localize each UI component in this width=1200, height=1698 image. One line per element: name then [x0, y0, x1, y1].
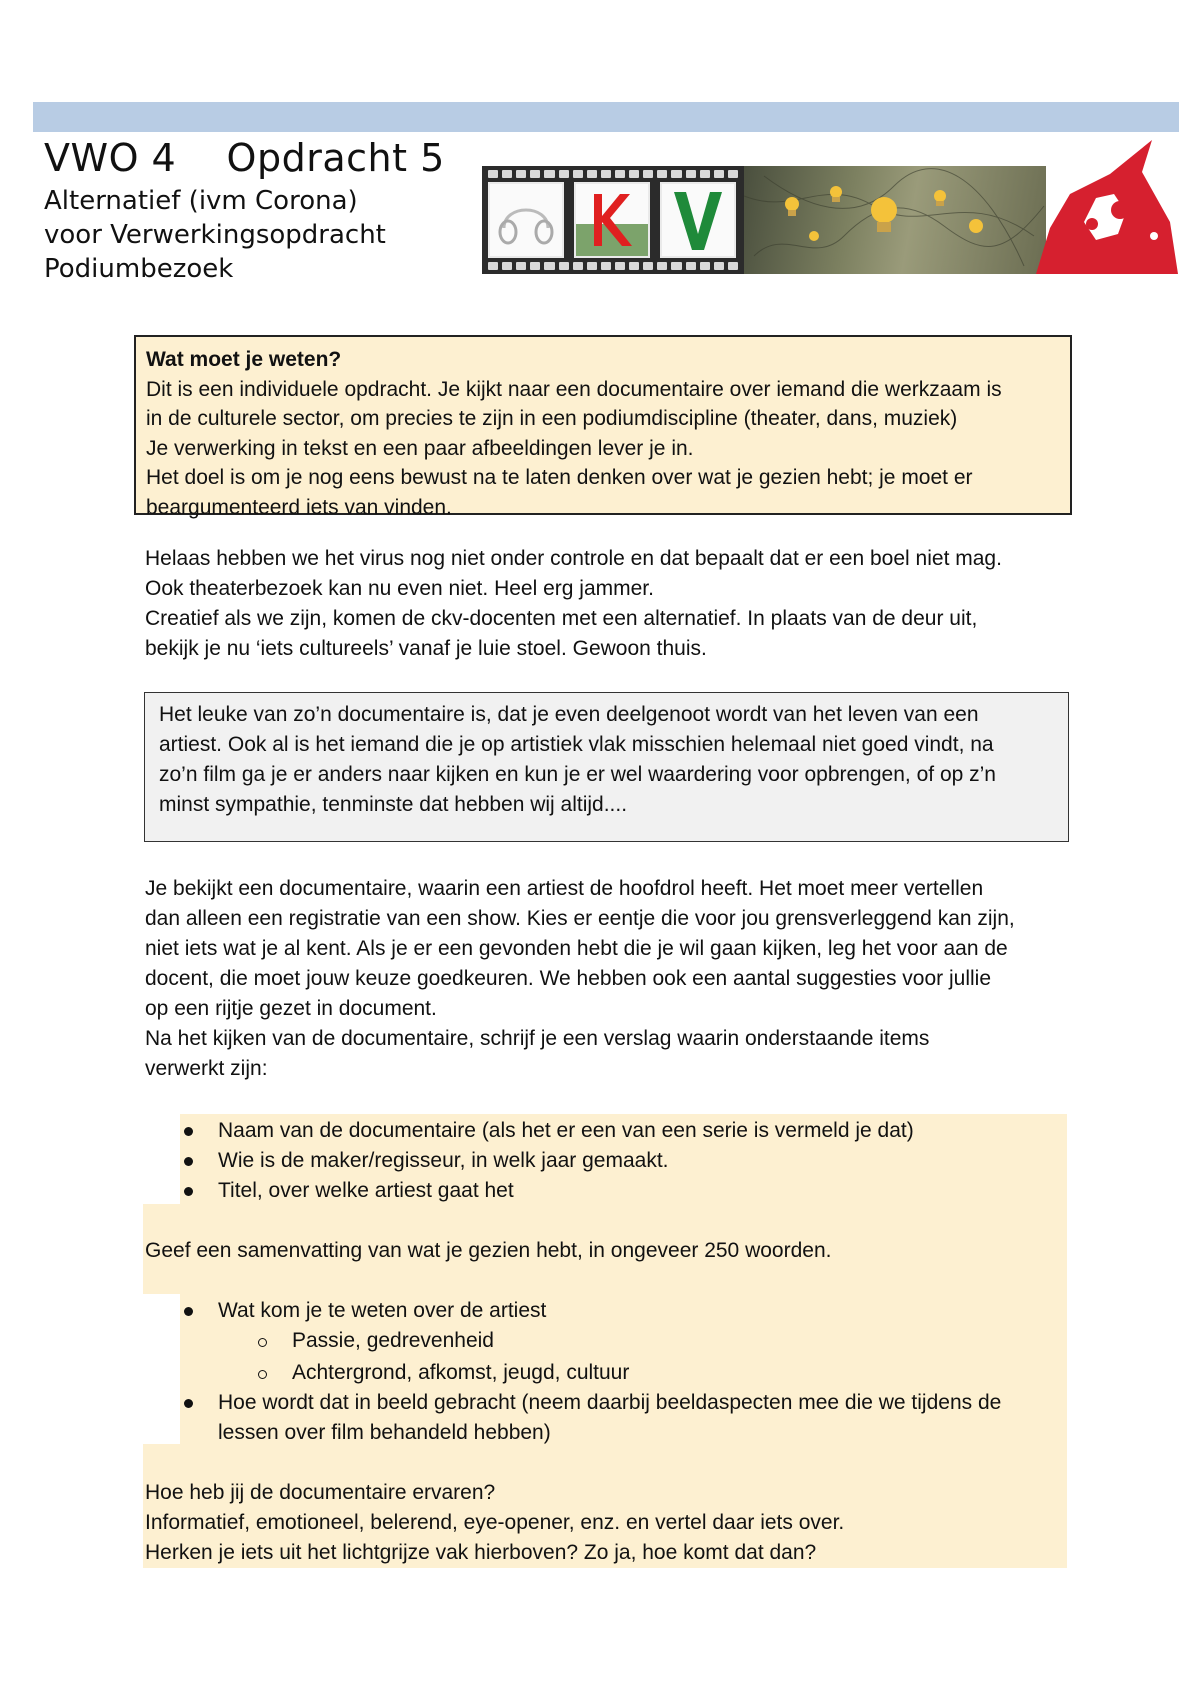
grey-box-line: artiest. Ook al is het iemand die je op artistiek vlak misschien helemaal niet goed vindt, na: [159, 733, 994, 756]
list-item-continuation: lessen over film behandeld hebben): [218, 1421, 551, 1444]
v-letter-icon: [662, 184, 734, 256]
paragraph-line: Je bekijkt een documentaire, waarin een artiest de hoofdrol heeft. Het moet meer vertellen: [145, 877, 984, 900]
page-subtitle: [44, 184, 445, 286]
subtitle-line: Alternatief (ivm Corona): [44, 186, 358, 216]
paragraph-line: Ook theaterbezoek kan nu even niet. Heel erg jammer.: [145, 577, 654, 600]
paragraph-line: bekijk je nu ‘iets cultureels’ vanaf je luie stoel. Gewoon thuis.: [145, 637, 707, 660]
paragraph-line: docent, die moet jouw keuze goedkeuren. We hebben ook een aantal suggesties voor jullie: [145, 967, 992, 990]
film-perforations-top: [488, 170, 738, 178]
film-perforations-bottom: [488, 262, 738, 270]
list-item: Wie is de maker/regisseur, in welk jaar gemaakt.: [218, 1149, 669, 1172]
mascot-bird-icon: [1030, 138, 1180, 278]
list-item: Naam van de documentaire (als het er een van een serie is vermeld je dat): [218, 1119, 914, 1142]
sub-bullet-icon: [258, 1338, 267, 1347]
v-letter-frame: [660, 182, 736, 258]
title-block: [44, 136, 445, 286]
ckv-filmstrip-logo: [482, 166, 744, 274]
list-item: Hoe wordt dat in beeld gebracht (neem daarbij beeldaspecten mee die we tijdens de: [218, 1391, 1002, 1414]
subtitle-line: voor Verwerkingsopdracht: [44, 220, 386, 250]
paragraph-assignment: [145, 874, 1075, 1084]
summary-instruction: Geef een samenvatting van wat je gezien hebt, in ongeveer 250 woorden.: [145, 1239, 832, 1262]
paragraph-line: niet iets wat je al kent. Als je er een gevonden hebt die je wil gaan kijken, leg het voor aan de: [145, 937, 1008, 960]
intro-box: [134, 335, 1072, 519]
bullet-icon: [184, 1157, 193, 1166]
page-title: VWO 4 Opdracht 5: [44, 136, 445, 180]
grey-box-line: Het leuke van zo’n documentaire is, dat je even deelgenoot wordt van het leven van een: [159, 703, 979, 726]
paragraph-line: Na het kijken van de documentaire, schrijf je een verslag waarin onderstaande items: [145, 1027, 930, 1050]
intro-line: Je verwerking in tekst en een paar afbeeldingen lever je in.: [146, 436, 694, 460]
bullet-icon: [184, 1399, 193, 1408]
headphones-frame: [488, 182, 564, 258]
closing-line: Hoe heb jij de documentaire ervaren?: [145, 1481, 496, 1504]
list-item: Titel, over welke artiest gaat het: [218, 1179, 514, 1202]
closing-line: Informatief, emotioneel, belerend, eye-opener, enz. en vertel daar iets over.: [145, 1511, 845, 1534]
intro-line: beargumenteerd iets van vinden.: [146, 495, 452, 519]
intro-line: Het doel is om je nog eens bewust na te laten denken over wat je gezien hebt; je moet er: [146, 466, 973, 489]
paragraph-line: dan alleen een registratie van een show. Kies er eentje die voor jou grensverleggend kan zijn,: [145, 907, 1015, 930]
grey-box-line: zo’n film ga je er anders naar kijken en kun je er wel waardering voor opbrengen, of op z’n: [159, 763, 996, 786]
bullet-icon: [184, 1307, 193, 1316]
paragraph-line: op een rijtje gezet in document.: [145, 997, 437, 1020]
bullet-icon: [184, 1187, 193, 1196]
header-bar: [33, 102, 1179, 132]
intro-line: Dit is een individuele opdracht. Je kijkt naar een documentaire over iemand die werkzaam is: [146, 377, 1002, 401]
subtitle-line: Podiumbezoek: [44, 254, 234, 284]
grey-box-line: minst sympathie, tenminste dat hebben wij altijd....: [159, 793, 628, 816]
lightbulbs-photo: [744, 166, 1046, 274]
paragraph-corona: [145, 544, 1075, 664]
k-letter-frame: [574, 182, 650, 258]
sub-list-item: Passie, gedrevenheid: [292, 1329, 494, 1352]
sub-list-item: Achtergrond, afkomst, jeugd, cultuur: [292, 1361, 630, 1384]
grey-quote-box: [144, 692, 1069, 842]
k-letter-icon: [576, 184, 648, 256]
lightbulb-icon: [744, 166, 1046, 274]
intro-line: in de culturele sector, om precies te zijn in een podiumdiscipline (theater, dans, muziek): [146, 407, 958, 430]
headphones-icon: [490, 184, 562, 256]
paragraph-line: verwerkt zijn:: [145, 1057, 268, 1080]
list-item: Wat kom je te weten over de artiest: [218, 1299, 547, 1322]
sub-bullet-icon: [258, 1370, 267, 1379]
paragraph-line: Creatief als we zijn, komen de ckv-docenten met een alternatief. In plaats van de deur uit,: [145, 607, 978, 630]
closing-line: Herken je iets uit het lichtgrijze vak hierboven? Zo ja, hoe komt dat dan?: [145, 1541, 817, 1564]
paragraph-line: Helaas hebben we het virus nog niet onder controle en dat bepaalt dat er een boel niet mag.: [145, 547, 1002, 570]
bullet-icon: [184, 1127, 193, 1136]
intro-heading: Wat moet je weten?: [146, 348, 342, 371]
red-bird-mascot: [1030, 138, 1180, 278]
